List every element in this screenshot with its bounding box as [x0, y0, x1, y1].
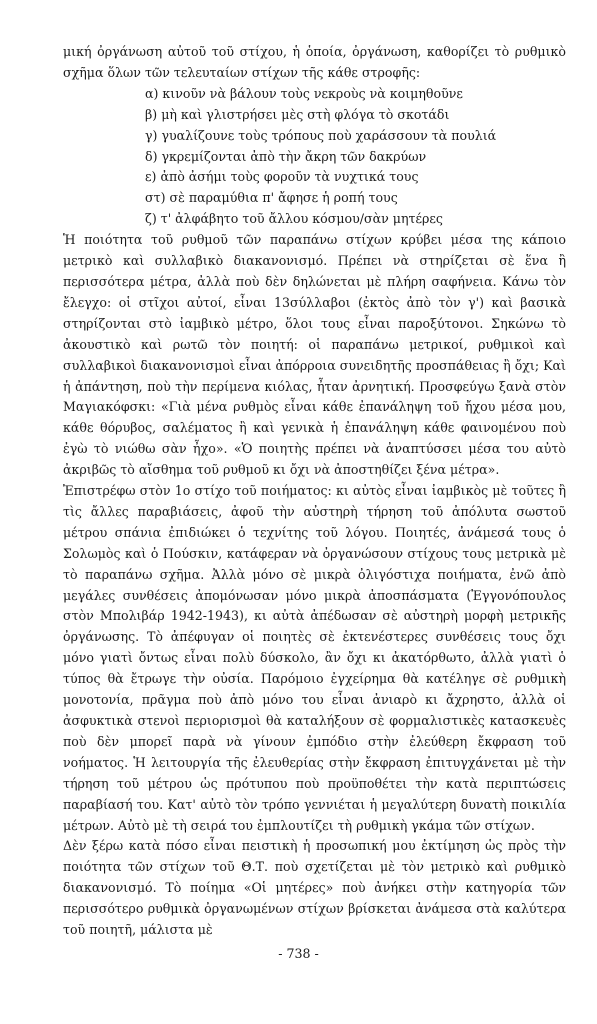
- verse-item-d: δ) γκρεμίζονται ἀπὸ τὴν ἄκρη τῶν δακρύων: [145, 148, 427, 164]
- verse-item-z: ζ) τ' ἀλφάβητο τοῦ ἄλλου κόσμου/σὰν μητέρες: [145, 211, 443, 227]
- paragraph-1: Ἡ ποιότητα τοῦ ρυθμοῦ τῶν παραπάνω στίχων κρύβει μέσα της κάποιο μετρικὸ καὶ συλλαβικὸ διακανονισμό. Πρέπει νὰ στηρίζεται σὲ ἕνα ἢ περισσότερα μέτρα, ἀλλὰ ποὺ δὲν δηλώνεται μὲ πλήρη σαφήνεια. Κάνω τὸν ἔλεγχο: οἱ στῖχοι αὐτοί, εἶναι 13σύλλαβοι (ἐκτὸς ἀπὸ τὸν γ') καὶ βασικὰ στηρίζονται στὸ ἰαμβικὸ μέτρο, ὅλοι τους εἶναι παροξύτονοι. Σηκώνω τὸ ἀκουστικὸ καὶ ρωτῶ τὸν ποιητή: οἱ παραπάνω μετρικοί, ρυθμικοὶ καὶ συλλαβικοὶ διακανονισμοὶ εἶναι ἀπόρροια συνειδητῆς προσπάθειας ἢ ὄχι; Καὶ ἡ ἀπάντηση, ποὺ τὴν περίμενα κιόλας, ἦταν ἀρνητική. Προσφεύγω ξανὰ στὸν Μαγιακόφσκι: «Γιὰ μένα ρυθμὸς εἶναι κάθε ἐπανάληψη τοῦ ἤχου μέσα μου, κάθε θόρυβος, σαλέματος ἢ καὶ γενικὰ ἡ ἐπανάληψη κάθε φαινομένου ποὺ ἐγὼ τὸ νιώθω σὰν ἦχο». «Ὁ ποιητὴς πρέπει νὰ ἀναπτύσσει μέσα του αὐτὸ ἀκριβῶς τὸ αἴσθημα τοῦ ρυθμοῦ κι ὄχι νὰ ἀποστηθίζει ξένα μέτρα».: [63, 232, 566, 478]
- verse-item-e: ε) ἀπὸ ἀσήμι τοὺς φοροῦν τὰ νυχτικά τους: [145, 169, 419, 185]
- verse-item-st: στ) σὲ παραμύθια π' ἄφησε ἡ ροπή τους: [145, 190, 398, 206]
- paragraph-3: Δὲν ξέρω κατὰ πόσο εἶναι πειστικὴ ἡ προσωπική μου ἐκτίμηση ὡς πρὸς τὴν ποιότητα τῶν στίχων τοῦ Θ.Τ. ποὺ σχετίζεται μὲ τὸν μετρικὸ καὶ ρυθμικὸ διακανονισμό. Τὸ ποίημα «Οἱ μητέρες» ποὺ ἀνήκει στὴν κατηγορία τῶν περισσότερο ρυθμικὰ ὀργανωμένων στίχων βρίσκεται ἀνάμεσα στὰ καλύτερα τοῦ ποιητῆ, μάλιστα μὲ: [63, 838, 566, 938]
- page-body: [63, 42, 566, 941]
- intro-text: μική ὀργάνωση αὐτοῦ τοῦ στίχου, ἡ ὁποία, ὀργάνωση, καθορίζει τὸ ρυθμικὸ σχῆμα ὅλων τῶν τελευταίων στίχων τῆς κάθε στροφῆς:: [63, 44, 566, 80]
- page-number: - 738 -: [278, 946, 319, 961]
- verse-item-c: γ) γυαλίζουνε τοὺς τρόπους ποὺ χαράσσουν τὰ πουλιά: [145, 127, 497, 143]
- verse-item-b: β) μὴ καὶ γλιστρήσει μὲς στὴ φλόγα τὸ σκοτάδι: [145, 106, 450, 122]
- verse-item-a: α) κινοῦν νὰ βάλουν τοὺς νεκροὺς νὰ κοιμηθοῦνε: [145, 85, 463, 101]
- verse-list: [63, 84, 566, 230]
- paragraph-2: Ἐπιστρέφω στὸν 1ο στίχο τοῦ ποιήματος: κι αὐτὸς εἶναι ἰαμβικὸς μὲ τοῦτες ἢ τὶς ἄλλες παραβιάσεις, ἀφοῦ τὴν αὐστηρὴ τήρηση τοῦ ἀπόλυτα σωστοῦ μέτρου σπάνια ἐπιδιώκει ὁ τεχνίτης τοῦ λόγου. Ποιητές, ἀνάμεσά τους ὁ Σολωμὸς καὶ ὁ Πούσκιν, κατάφεραν νὰ ὀργανώσουν στίχους τους μετρικὰ μὲ τὸ παραπάνω σχῆμα. Ἀλλὰ μόνο σὲ μικρὰ ὀλιγόστιχα ποιήματα, ἐνῶ ἀπὸ μεγάλες συνθέσεις ἀπομόνωσαν μόνο μικρὰ ἀποσπάσματα (Ἐγγονόπουλος στὸν Μπολιβάρ 1942-1943), κι αὐτὰ ἀπέδωσαν σὲ αὐστηρὴ μορφὴ μετρικῆς ὀργάνωσης. Τὸ ἀπέφυγαν οἱ ποιητὲς σὲ ἐκτενέστερες συνθέσεις τους ὄχι μόνο γιατὶ ὄντως εἶναι πολὺ δύσκολο, ἂν ὄχι κι ἀκατόρθωτο, ἀλλὰ γιατὶ ὁ τύπος θὰ ἔτρωγε τὴν οὐσία. Παρόμοιο ἐγχείρημα θὰ κατέληγε σὲ ρυθμικὴ μονοτονία, πρᾶγμα ποὺ ἀπὸ μόνο του εἶναι ἀνιαρὸ κι ἄχρηστο, ἀλλὰ οἱ ἀσφυκτικὰ στενοὶ περιορισμοὶ θὰ καταλήξουν σὲ φορμαλιστικὲς κατασκευὲς ποὺ δὲν μπορεῖ παρὰ νὰ γίνουν ἐμπόδιο στὴν ἐλεύθερη ἔκφραση τοῦ νοήματος. Ἡ λειτουργία τῆς ἐλευθερίας στὴν ἔκφραση ἐπιτυγχάνεται μὲ τὴν τήρηση τοῦ μέτρου ὡς πρότυπου ποὺ προϋποθέτει τὴν κατὰ περιπτώσεις παραβίασή του. Κατ' αὐτὸ τὸν τρόπο γεννιέται ἡ μεγαλύτερη δυνατὴ ποικιλία μέτρων. Αὐτὸ μὲ τὴ σειρά του ἐμπλουτίζει τὴ ρυθμικὴ γκάμα τῶν στίχων.: [63, 483, 566, 833]
